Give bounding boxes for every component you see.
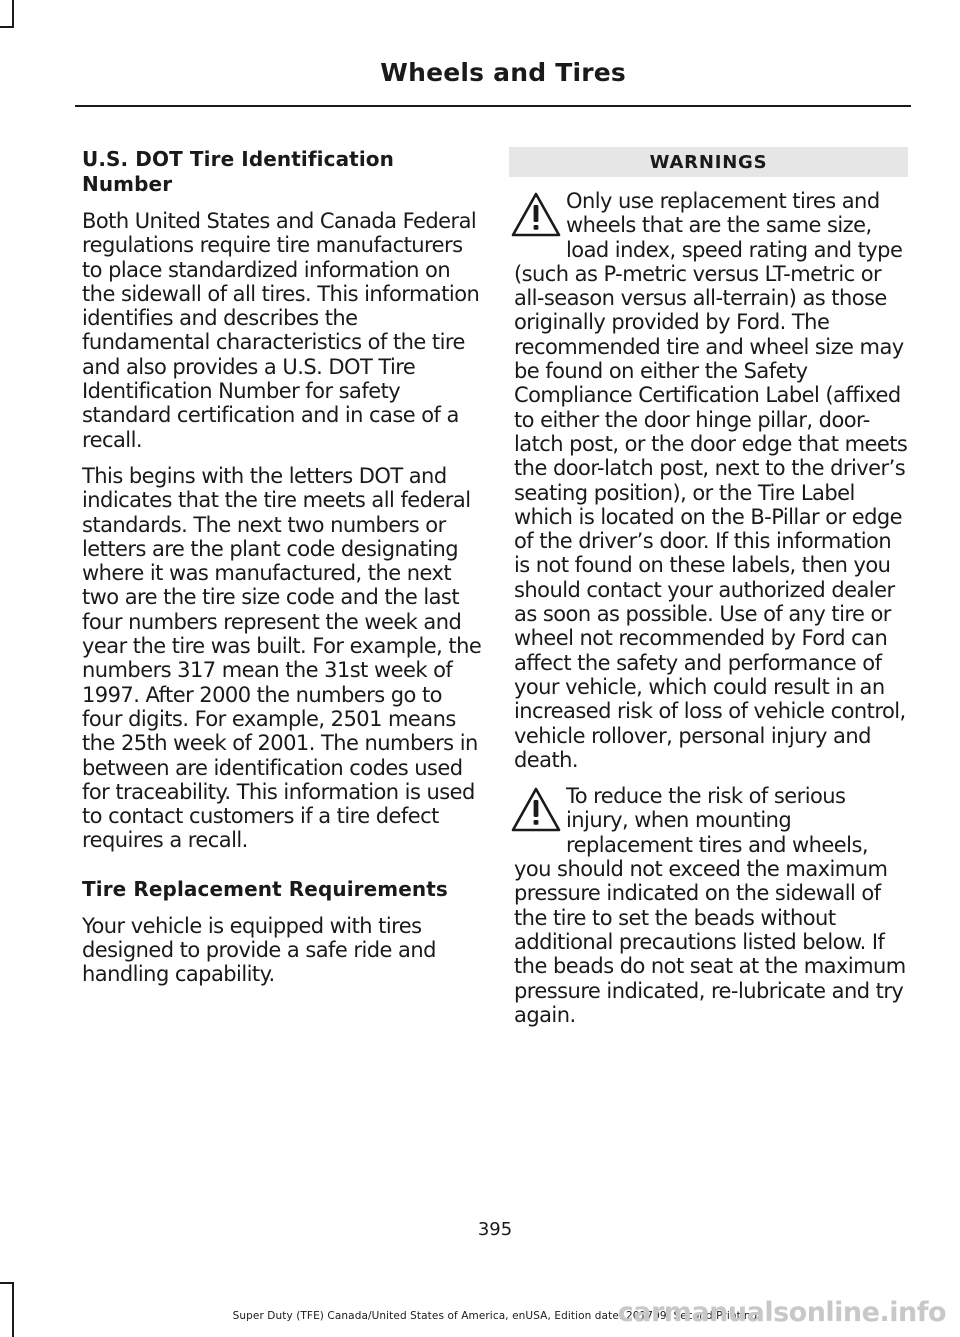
warnings-heading: WARNINGS: [509, 147, 908, 177]
page-header-title: Wheels and Tires: [380, 58, 626, 87]
warnings-column: [514, 147, 908, 1027]
section-title-dot-tire-id: U.S. DOT Tire Identification Number: [82, 147, 394, 196]
header-divider: [75, 105, 911, 107]
warning-item: [514, 784, 908, 1027]
warning-triangle-icon: [510, 191, 562, 239]
warning-item: [514, 189, 908, 772]
warning-text: Only use replacement tires and wheels that are the same size, load index, speed rating and type (such as P-metric versus LT-metric or all-season versus all-terrain) as those originally provided by Ford. The recommended tire and wheel size may be found on either the Safety Compliance Certification Label (affixed to either the door hinge pillar, door-latch post, or the door edge that meets the door-latch post, next to the driver’s seating position), or the Tire Label which is located on the B-Pillar or edge of the driver’s door. If this information is not found on these labels, then you should contact your authorized dealer as soon as possible. Use of any tire or wheel not recommended by Ford can affect the safety and performance of your vehicle, which could result in an increased risk of loss of vehicle control, vehicle rollover, personal injury and death.: [514, 189, 908, 772]
page-number: 395: [477, 1219, 513, 1240]
section-title-tire-replacement: Tire Replacement Requirements: [82, 876, 448, 901]
paragraph-regulations: Both United States and Canada Federal regulations require tire manufacturers to place standardized information on the sidewall of all tires. This information identifies and describes the fundamental characteristics of the tire and also provides a U.S. DOT Tire Identification Number for safety standard certification and in case of a recall.: [82, 209, 480, 452]
footer-edition-line: Super Duty (TFE) Canada/United States of America, enUSA, Edition date: 201709, Second Printing: [232, 1310, 758, 1322]
watermark: carmanualsonline.info: [617, 1297, 946, 1328]
paragraph-dot-code: This begins with the letters DOT and indicates that the tire meets all federal standards. The next two numbers or letters are the plant code designating where it was manufactured, the next two are the tire size code and the last four numbers represent the week and year the tire was built. For example, the numbers 317 mean the 31st week of 1997. After 2000 the numbers go to four digits. For example, 2501 means the 25th week of 2001. The numbers in between are identification codes used for traceability. This information is used to contact customers if a tire defect requires a recall.: [82, 463, 482, 853]
left-column: [82, 147, 482, 987]
crop-mark-top-left-h: [0, 26, 14, 28]
warning-text: To reduce the risk of serious injury, when mounting replacement tires and wheels, you should not exceed the maximum pressure indicated on the sidewall of the tire to set the beads without additional precautions listed below. If the beads do not seat at the maximum pressure indicated, re-lubricate and try again.: [514, 784, 906, 1027]
crop-mark-top-left-v: [12, 0, 14, 28]
crop-mark-bottom-left-h: [0, 1282, 14, 1284]
paragraph-tire-replacement: Your vehicle is equipped with tires designed to provide a safe ride and handling capability.: [82, 913, 436, 987]
warning-triangle-icon: [510, 786, 562, 834]
